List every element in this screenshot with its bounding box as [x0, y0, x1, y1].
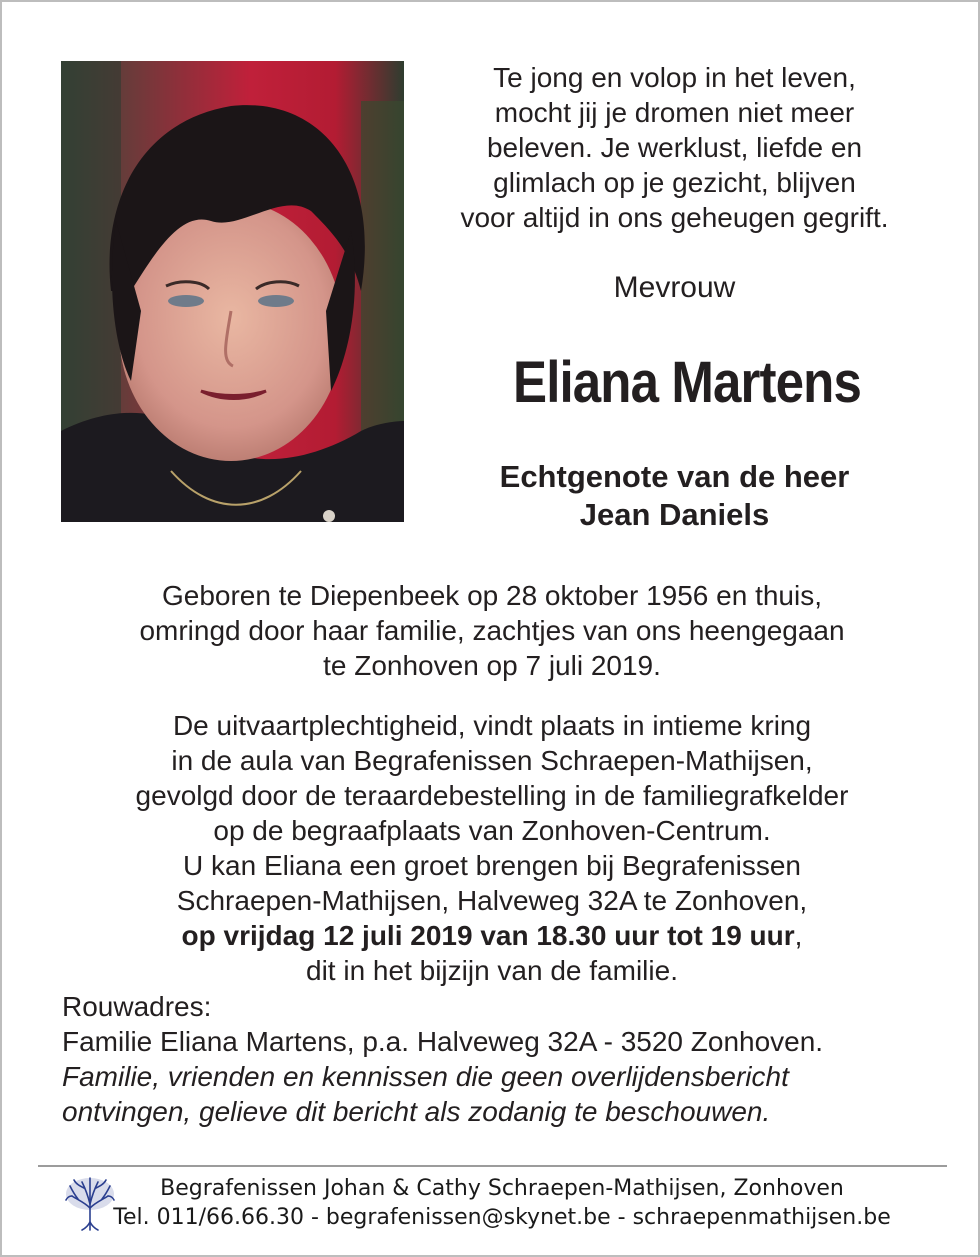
visit-time-suffix: , — [794, 920, 803, 951]
poem-line: beleven. Je werklust, liefde en — [486, 132, 863, 163]
visit-time-line — [42, 918, 942, 953]
text-line: in de aula van Begrafenissen Schraepen-Mathijsen, — [171, 745, 813, 776]
visit-time: op vrijdag 12 juli 2019 van 18.30 uur tot 19 uur — [181, 920, 795, 951]
contact-info: Tel. 011/66.66.30 - begrafenissen@skynet.be - schraepenmathijsen.be — [113, 1205, 891, 1230]
text-line: op de begraafplaats van Zonhoven-Centrum. — [213, 815, 771, 846]
text-line: dit in het bijzijn van de familie. — [306, 955, 678, 986]
portrait-photo — [61, 61, 404, 522]
poem-line: voor altijd in ons geheugen gegrift. — [460, 202, 889, 233]
notice-line: ontvingen, gelieve dit bericht als zodanig te beschouwen. — [62, 1096, 771, 1127]
text-line: te Zonhoven op 7 juli 2019. — [323, 650, 661, 681]
birth-death-info — [42, 578, 942, 683]
text-line: omringd door haar familie, zachtjes van ons heengegaan — [139, 615, 845, 646]
poem-line: mocht jij je dromen niet meer — [494, 97, 855, 128]
funeral-home-footer — [112, 1174, 892, 1232]
text-line: U kan Eliana een groet brengen bij Begrafenissen — [183, 850, 801, 881]
text-line: Schraepen-Mathijsen, Halveweg 32A te Zonhoven, — [176, 885, 808, 916]
tree-icon — [64, 1174, 116, 1232]
deceased-name: Eliana Martens — [513, 350, 861, 415]
text-line: De uitvaartplechtigheid, vindt plaats in intieme kring — [172, 710, 812, 741]
company-name: Begrafenissen Johan & Cathy Schraepen-Mathijsen, Zonhoven — [160, 1176, 844, 1201]
divider — [38, 1165, 947, 1167]
memorial-poem — [422, 60, 927, 235]
text-line: gevolgd door de teraardebestelling in de familiegrafkelder — [135, 780, 849, 811]
spouse-info — [422, 458, 927, 534]
mourning-address-label: Rouwadres: — [62, 991, 212, 1022]
spouse-line: Echtgenote van de heer — [499, 459, 850, 494]
text-line: Geboren te Diepenbeek op 28 oktober 1956 en thuis, — [161, 580, 823, 611]
mourning-address-text: Familie Eliana Martens, p.a. Halveweg 32A - 3520 Zonhoven. — [62, 1026, 824, 1057]
mourning-address — [62, 989, 942, 1129]
funeral-info — [42, 708, 942, 988]
poem-line: Te jong en volop in het leven, — [493, 62, 856, 93]
poem-line: glimlach op je gezicht, blijven — [493, 167, 856, 198]
spouse-name: Jean Daniels — [579, 497, 770, 532]
notice-line: Familie, vrienden en kennissen die geen overlijdensbericht — [62, 1061, 789, 1092]
salutation: Mevrouw — [613, 271, 736, 304]
